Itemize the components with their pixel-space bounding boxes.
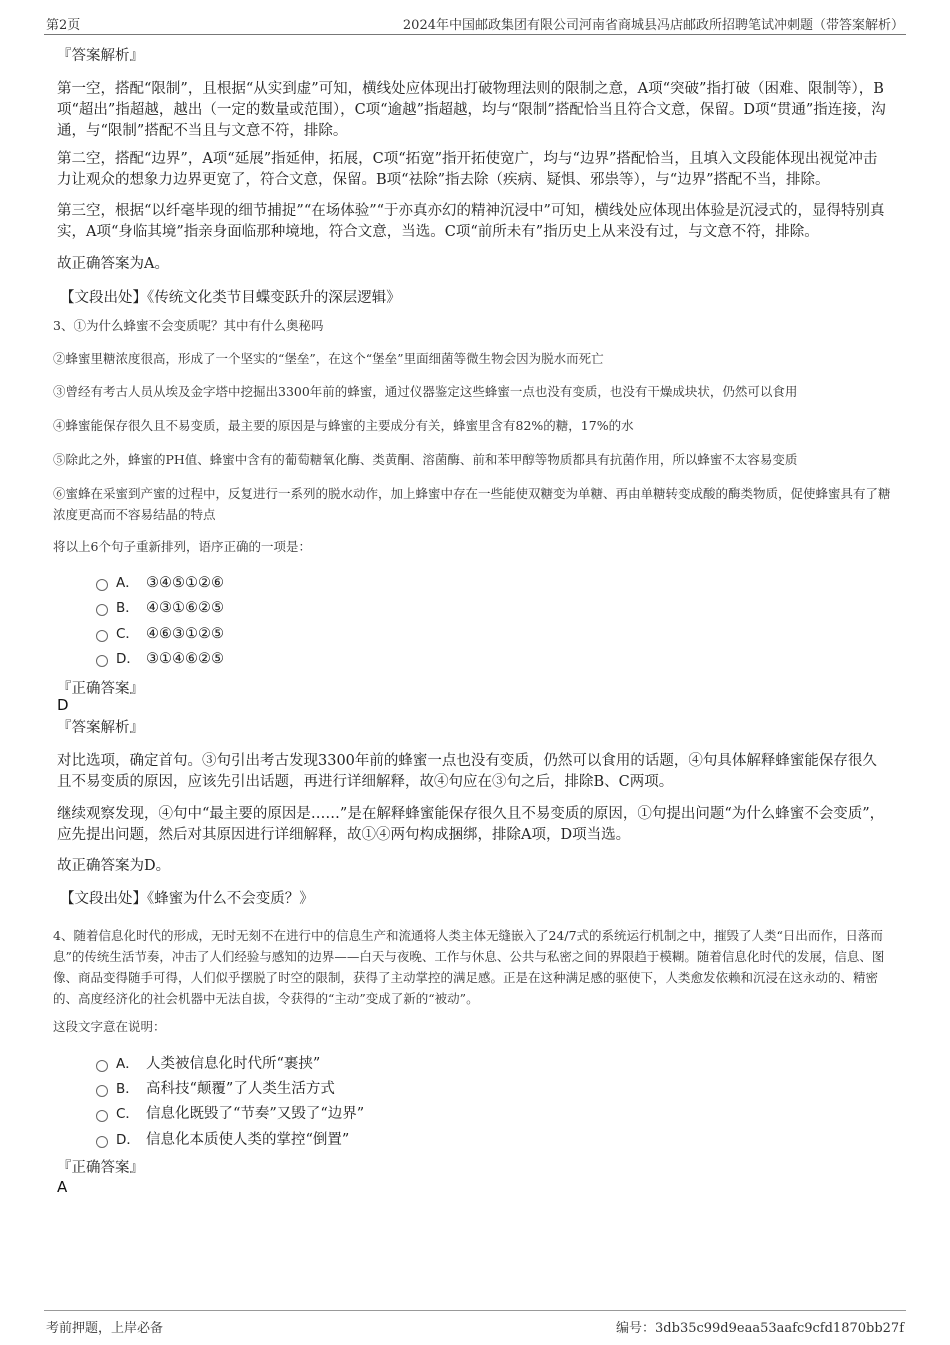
q3-sentence-3: ③曾经有考古人员从埃及金字塔中挖掘出3300年前的蜂蜜，通过仪器鉴定这些蜂蜜一点也没有变质，也没有干燥成块状，仍然可以食用 bbox=[53, 384, 798, 399]
page-number: 第2页 bbox=[46, 18, 81, 33]
radio-icon[interactable] bbox=[96, 1136, 108, 1148]
option-letter: D． bbox=[116, 651, 140, 667]
option-letter: A． bbox=[116, 1056, 139, 1072]
q3-conclusion: 故正确答案为D。 bbox=[57, 858, 171, 874]
q4-prompt: 这段文字意在说明： bbox=[53, 1019, 166, 1034]
option-text: ④③①⑥②⑤ bbox=[146, 600, 224, 616]
q3-option-c[interactable] bbox=[96, 624, 224, 644]
q3-option-b[interactable] bbox=[96, 598, 224, 618]
q3-sentence-6: ⑥蜜蜂在采蜜到产蜜的过程中，反复进行一系列的脱水动作，加上蜂蜜中存在一些能使双糖变为单糖、再由单糖转变成酸的酶类物质，促使蜂蜜具有了糖浓度更高而不容易结晶的特点 bbox=[53, 486, 891, 522]
option-letter: C． bbox=[116, 626, 139, 642]
q3-analysis-para-2: 继续观察发现，④句中“最主要的原因是……”是在解释蜂蜜能保存很久且不易变质的原因，①句提出问题“为什么蜂蜜不会变质”，应先提出问题，然后对其原因进行详细解释，故①④两句构成捆绑，排除A项，D项当选。 bbox=[57, 806, 885, 843]
q3-option-d[interactable] bbox=[96, 649, 224, 669]
option-text: 高科技“颠覆”了人类生活方式 bbox=[146, 1081, 335, 1097]
q3-analysis-label: 『答案解析』 bbox=[57, 720, 144, 736]
document-id: 编号：3db35c99d9eaa53aafc9cfd1870bb27f bbox=[616, 1321, 904, 1336]
q4-option-b[interactable] bbox=[96, 1079, 335, 1099]
q2-analysis-para-1: 第一空，搭配“限制”，且根据“从实到虚”可知，横线处应体现出打破物理法则的限制之意，A项“突破”指打破（困难、限制等），B项“超出”指超越，越出（一定的数量或范围），C项“逾越”指超越，均与“限制”搭配恰当且符合文意，保留。D项“贯通”指连接，沟通，与“限制”搭配不当且与文意不符，排除。 bbox=[57, 81, 886, 139]
q4-option-d[interactable] bbox=[96, 1130, 349, 1150]
q3-sentence-1: 3、①为什么蜂蜜不会变质呢？其中有什么奥秘吗 bbox=[53, 318, 324, 333]
option-letter: C． bbox=[116, 1106, 139, 1122]
q3-answer-label: 『正确答案』 bbox=[57, 681, 144, 697]
q4-passage: 4、随着信息化时代的形成，无时无刻不在进行中的信息生产和流通将人类主体无缝嵌入了24/7式的系统运行机制之中，摧毁了人类“日出而作，日落而息”的传统生活节奏，冲击了人们经验与感知的边界——白天与夜晚、工作与休息、公共与私密之间的界限趋于模糊。随着信息化时代的发展，信息、图像、商品变得随手可得，人们似乎摆脱了时空的限制，获得了主动掌控的满足感。正是在这种满足感的驱使下，人类愈发依赖和沉浸在这永动的、精密的、高度经济化的社会机器中无法自拔，令获得的“主动”变成了新的“被动”。 bbox=[53, 928, 885, 1006]
q3-sentence-4: ④蜂蜜能保存很久且不易变质，最主要的原因是与蜂蜜的主要成分有关，蜂蜜里含有82%的糖，17%的水 bbox=[53, 418, 634, 433]
q4-option-c[interactable] bbox=[96, 1104, 364, 1124]
option-text: ③①④⑥②⑤ bbox=[146, 651, 224, 667]
option-text: 信息化既毁了“节奏”又毁了“边界” bbox=[146, 1106, 365, 1122]
q4-answer-label: 『正确答案』 bbox=[57, 1160, 144, 1176]
q4-answer: A bbox=[57, 1178, 68, 1196]
radio-icon[interactable] bbox=[96, 1085, 108, 1097]
q3-sentence-5: ⑤除此之外，蜂蜜的PH值、蜂蜜中含有的葡萄糖氧化酶、类黄酮、溶菌酶、前和苯甲醇等物质都具有抗菌作用，所以蜂蜜不太容易变质 bbox=[53, 452, 798, 467]
option-text: 信息化本质使人类的掌控“倒置” bbox=[146, 1132, 350, 1148]
option-letter: B． bbox=[116, 600, 139, 616]
option-letter: A． bbox=[116, 575, 139, 591]
option-letter: D． bbox=[116, 1132, 140, 1148]
q3-source: 【文段出处】《蜂蜜为什么不会变质？》 bbox=[60, 891, 314, 907]
q2-analysis-label: 『答案解析』 bbox=[57, 48, 144, 64]
option-letter: B． bbox=[116, 1081, 139, 1097]
option-text: ③④⑤①②⑥ bbox=[146, 575, 224, 591]
option-text: ④⑥③①②⑤ bbox=[146, 626, 224, 642]
radio-icon[interactable] bbox=[96, 655, 108, 667]
page-footer bbox=[44, 1310, 906, 1339]
q2-conclusion: 故正确答案为A。 bbox=[57, 256, 169, 272]
page-header bbox=[44, 12, 906, 35]
radio-icon[interactable] bbox=[96, 1060, 108, 1072]
q3-analysis-para-1: 对比选项，确定首句。③句引出考古发现3300年前的蜂蜜一点也没有变质，仍然可以食用的话题，④句具体解释蜂蜜能保存很久且不易变质的原因，应该先引出话题，再进行详细解释，故④句应在③句之后，排除B、C两项。 bbox=[57, 753, 877, 790]
radio-icon[interactable] bbox=[96, 1110, 108, 1122]
q3-answer: D bbox=[57, 696, 69, 714]
q3-prompt: 将以上6个句子重新排列，语序正确的一项是： bbox=[53, 539, 311, 554]
radio-icon[interactable] bbox=[96, 604, 108, 616]
q2-analysis-para-2: 第二空，搭配“边界”，A项“延展”指延伸，拓展，C项“拓宽”指开拓使宽广，均与“边界”搭配恰当，且填入文段能体现出视觉冲击力让观众的想象力边界更宽了，符合文意，保留。B项“祛除”指去除（疾病、疑惧、邪祟等），与“边界”搭配不当，排除。 bbox=[57, 151, 878, 188]
q2-source: 【文段出处】《传统文化类节目蝶变跃升的深层逻辑》 bbox=[60, 290, 401, 306]
radio-icon[interactable] bbox=[96, 579, 108, 591]
q3-sentence-2: ②蜂蜜里糖浓度很高，形成了一个坚实的“堡垒”，在这个“堡垒”里面细菌等微生物会因为脱水而死亡 bbox=[53, 351, 604, 366]
q2-analysis-para-3: 第三空，根据“以纤毫毕现的细节捕捉”“在场体验”“于亦真亦幻的精神沉浸中”可知，横线处应体现出体验是沉浸式的，显得特别真实，A项“身临其境”指亲身面临那种境地，符合文意，当选。C项“前所未有”指历史上从来没有过，与文意不符，排除。 bbox=[57, 203, 885, 240]
option-text: 人类被信息化时代所“裹挟” bbox=[146, 1056, 321, 1072]
q3-option-a[interactable] bbox=[96, 573, 224, 593]
radio-icon[interactable] bbox=[96, 630, 108, 642]
footer-slogan: 考前押题，上岸必备 bbox=[46, 1321, 164, 1336]
q4-option-a[interactable] bbox=[96, 1054, 320, 1074]
document-title: 2024年中国邮政集团有限公司河南省商城县冯店邮政所招聘笔试冲刺题（带答案解析） bbox=[402, 18, 904, 33]
